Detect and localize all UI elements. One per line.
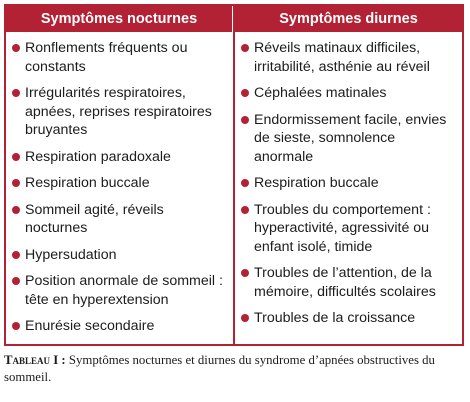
list-item-text: Irrégularités respiratoires, apnées, reprises respiratoires bruyantes <box>25 85 212 138</box>
list-item <box>241 84 458 103</box>
symptoms-table <box>4 4 464 346</box>
diurnal-list <box>235 32 462 336</box>
list-item-text: Réveils matinaux difficiles, irritabilité, asthénie au réveil <box>254 40 430 75</box>
bullet-icon <box>241 44 249 52</box>
diurnal-column <box>233 6 462 344</box>
list-item-text: Céphalées matinales <box>254 85 387 101</box>
bullet-icon <box>241 314 249 322</box>
bullet-icon <box>12 322 20 330</box>
list-item <box>241 309 458 328</box>
caption-text: Symptômes nocturnes et diurnes du syndrome d’apnées obstructives du sommeil. <box>4 353 435 384</box>
bullet-icon <box>12 179 20 187</box>
list-item-text: Endormissement facile, envies de sieste, somnolence anormale <box>254 111 447 165</box>
list-item <box>12 174 229 193</box>
list-item-text: Enurésie secondaire <box>25 318 155 334</box>
list-item-text: Ronflements fréquents ou constants <box>25 40 188 75</box>
list-item <box>241 39 458 76</box>
bullet-icon <box>12 153 20 161</box>
list-item <box>241 174 458 193</box>
bullet-icon <box>241 89 249 97</box>
list-item <box>12 84 229 140</box>
diurnal-header: Symptômes diurnes <box>235 6 462 32</box>
bullet-icon <box>241 179 249 187</box>
list-item-text: Hypersudation <box>25 246 117 263</box>
caption-label: Tableau I : <box>4 353 66 367</box>
list-item <box>241 201 458 257</box>
list-item <box>241 111 458 167</box>
bullet-icon <box>241 206 249 214</box>
nocturnal-column <box>6 6 233 344</box>
list-item <box>12 317 229 336</box>
list-item-text: Respiration buccale <box>254 175 379 191</box>
bullet-icon <box>12 277 20 285</box>
nocturnal-header: Symptômes nocturnes <box>6 6 233 32</box>
bullet-icon <box>241 116 249 124</box>
list-item <box>12 201 229 238</box>
nocturnal-list <box>6 32 233 344</box>
list-item <box>12 246 229 265</box>
table-caption <box>4 352 466 385</box>
list-item <box>12 272 229 309</box>
bullet-icon <box>12 251 20 259</box>
bullet-icon <box>241 269 249 277</box>
list-item-text: Sommeil agité, réveils nocturnes <box>25 201 164 236</box>
list-item <box>12 39 229 76</box>
list-item-text: Troubles de l’attention, de la mémoire, difficultés scolaires <box>254 265 436 300</box>
list-item-text: Respiration buccale <box>25 175 150 191</box>
bullet-icon <box>12 206 20 214</box>
list-item <box>12 148 229 167</box>
bullet-icon <box>12 89 20 97</box>
list-item-text: Troubles de la croissance <box>254 310 416 326</box>
list-item-text: Troubles du comportement : hyperactivité, agressivité ou enfant isolé, timide <box>254 201 431 255</box>
list-item-text: Respiration paradoxale <box>25 148 171 165</box>
bullet-icon <box>12 44 20 52</box>
list-item-text: Position anormale de sommeil : tête en hyperextension <box>25 273 223 308</box>
list-item <box>241 264 458 301</box>
